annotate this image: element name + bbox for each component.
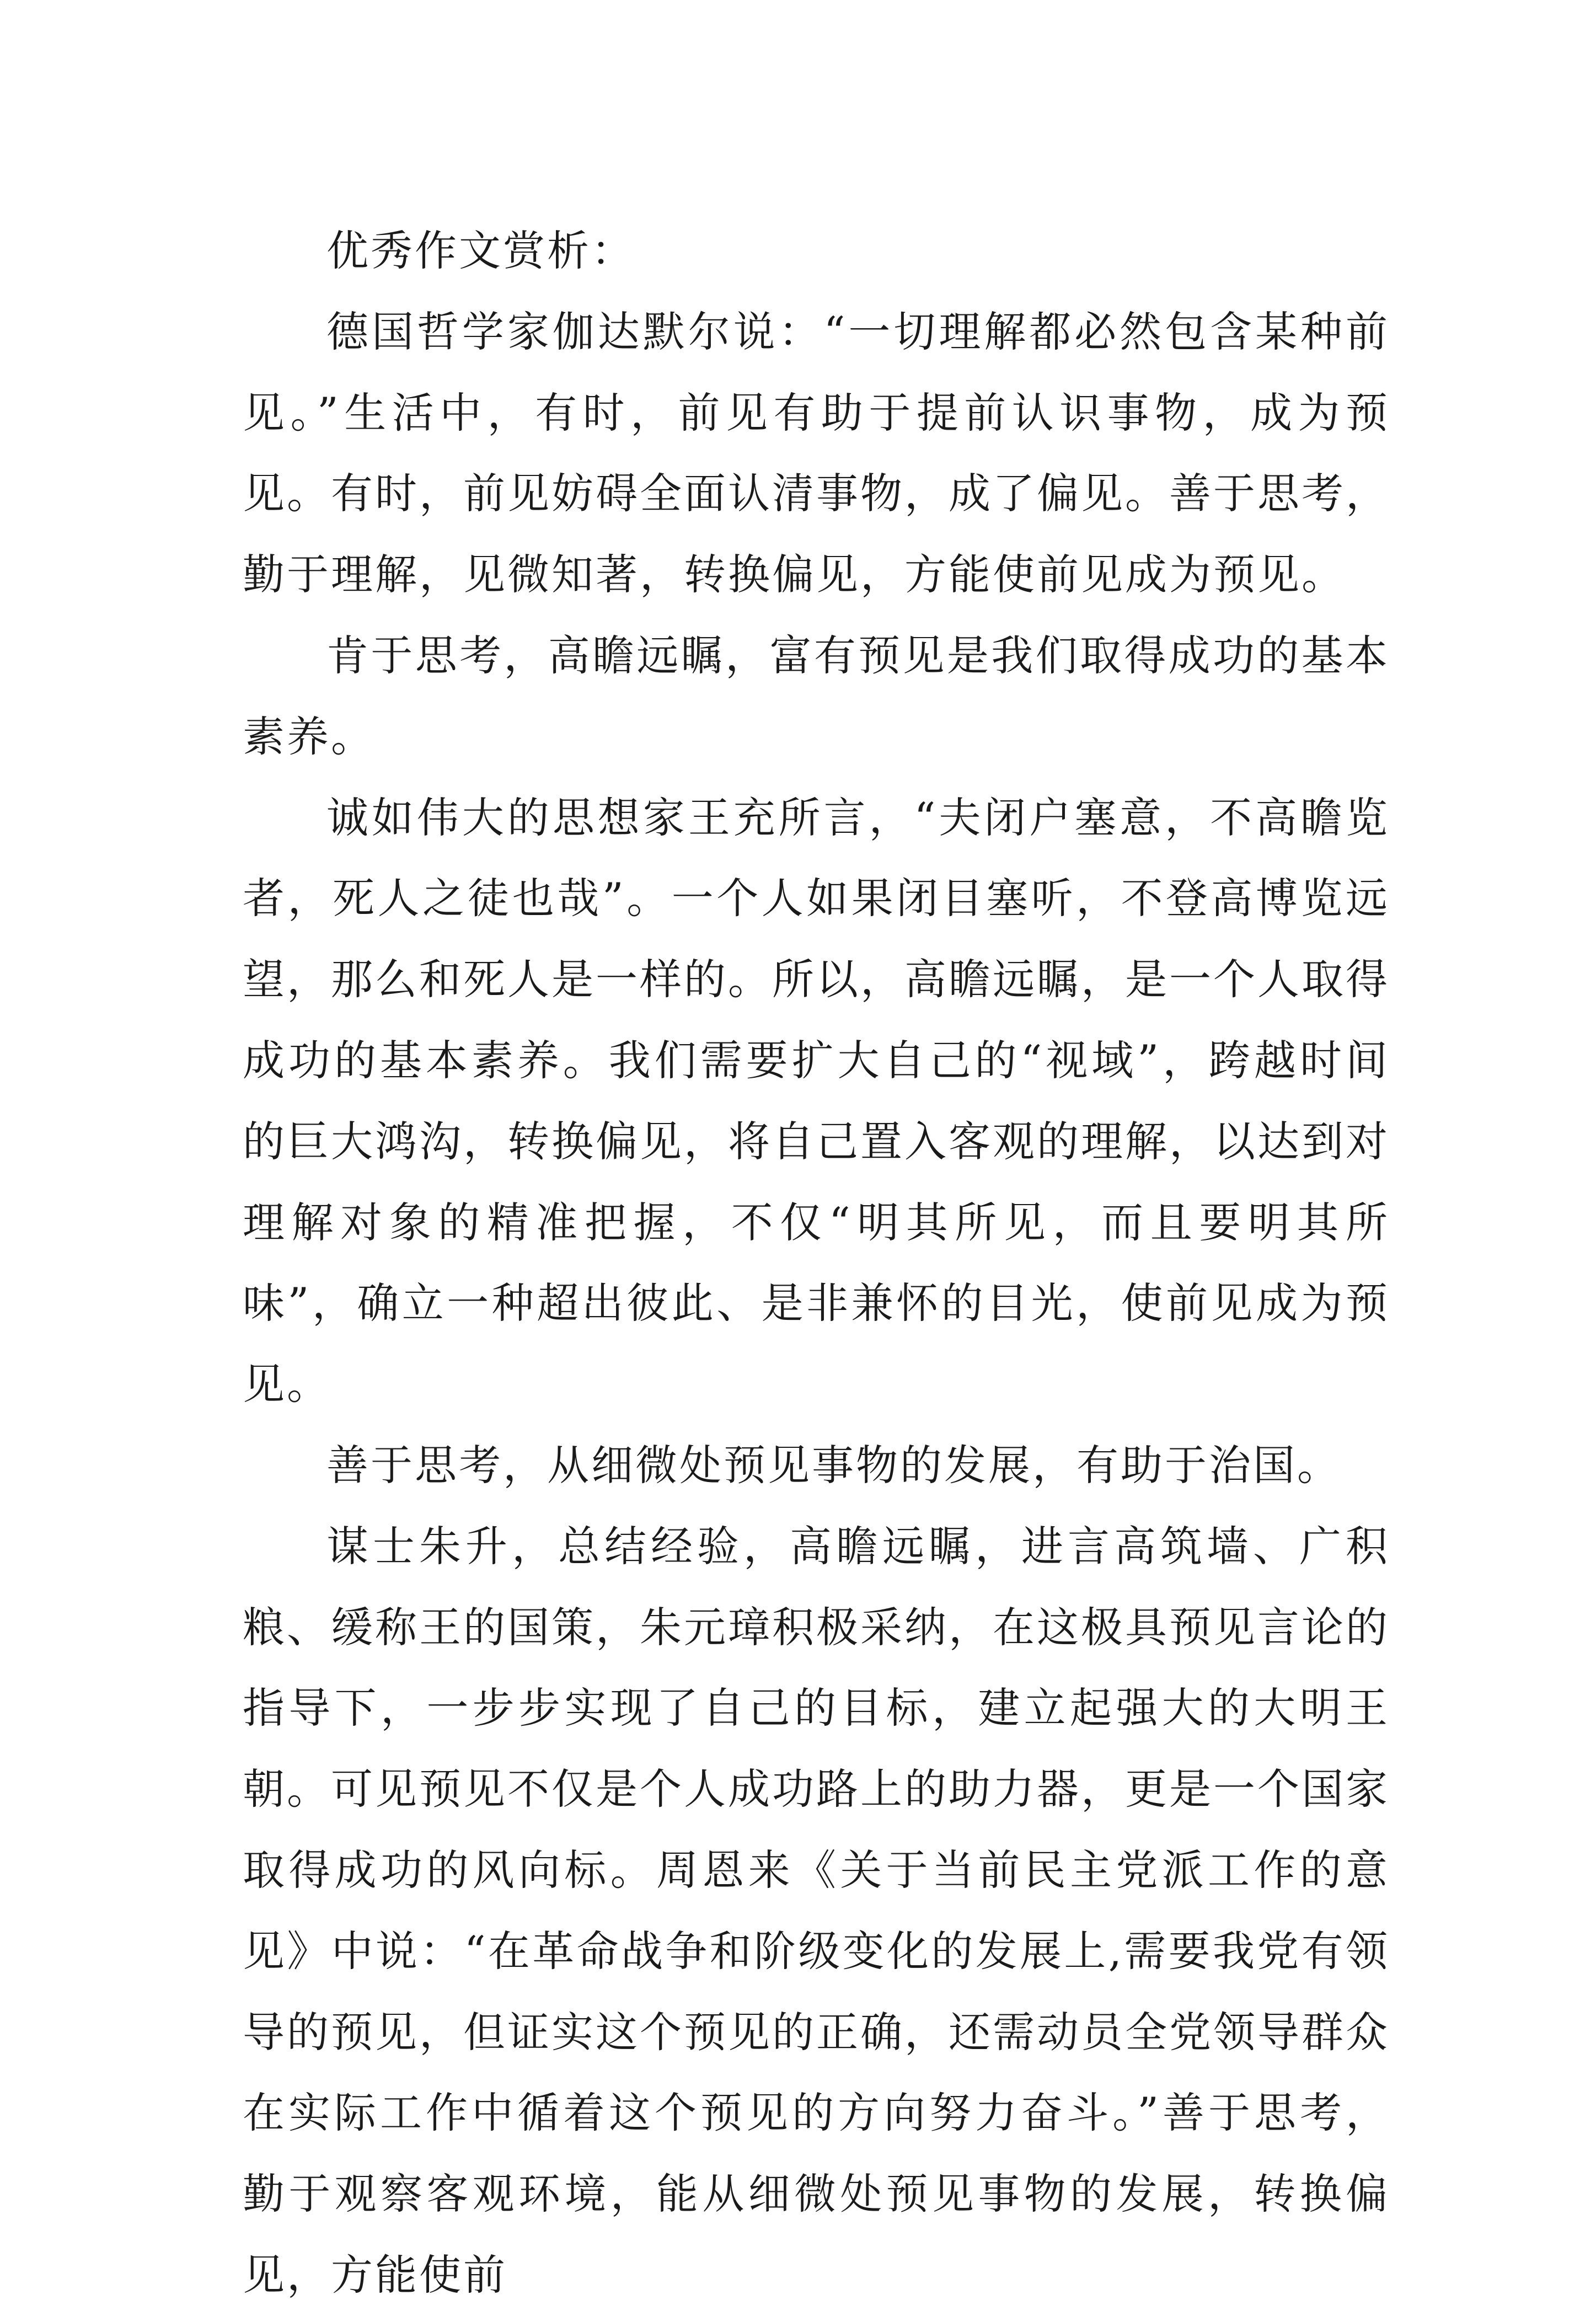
- essay-paragraph-5: 谋士朱升，总结经验，高瞻远瞩，进言高筑墙、广积粮、缓称王的国策，朱元璋积极采纳，在这极具预见言论的指导下，一步步实现了自己的目标，建立起强大的大明王朝。可见预见不仅是个人成功路上的助力器，更是一个国家取得成功的风向标。周恩来《关于当前民主党派工作的意见》中说：“在革命战争和阶级变化的发展上,需要我党有领导的预见，但证实这个预见的正确，还需动员全党领导群众在实际工作中循着这个预见的方向努力奋斗。”善于思考，勤于观察客观环境，能从细微处预见事物的发展，转换偏见，方能使前: [243, 1521, 1390, 2299]
- essay-paragraph-3: 诚如伟大的思想家王充所言，“夫闭户塞意，不高瞻览者，死人之徒也哉”。一个人如果闭目塞听，不登高博览远望，那么和死人是一样的。所以，高瞻远瞩，是一个人取得成功的基本素养。我们需要扩大自己的“视域”，跨越时间的巨大鸿沟，转换偏见，将自己置入客观的理解，以达到对理解对象的精准把握，不仅“明其所见，而且要明其所味”，确立一种超出彼此、是非兼怀的目光，使前见成为预见。: [243, 793, 1390, 1409]
- essay-heading: 优秀作文赏析：: [326, 226, 635, 275]
- essay-paragraph-4: 善于思考，从细微处预见事物的发展，有助于治国。: [326, 1440, 1341, 1490]
- essay-paragraph-1: 德国哲学家伽达默尔说：“一切理解都必然包含某种前见。”生活中，有时，前见有助于提前认识事物，成为预见。有时，前见妨碍全面认清事物，成了偏见。善于思考，勤于理解，见微知著，转换偏见，方能使前见成为预见。: [243, 307, 1390, 600]
- essay-body: [243, 211, 1390, 2316]
- essay-paragraph-2: 肯于思考，高瞻远瞩，富有预见是我们取得成功的基本素养。: [243, 630, 1390, 761]
